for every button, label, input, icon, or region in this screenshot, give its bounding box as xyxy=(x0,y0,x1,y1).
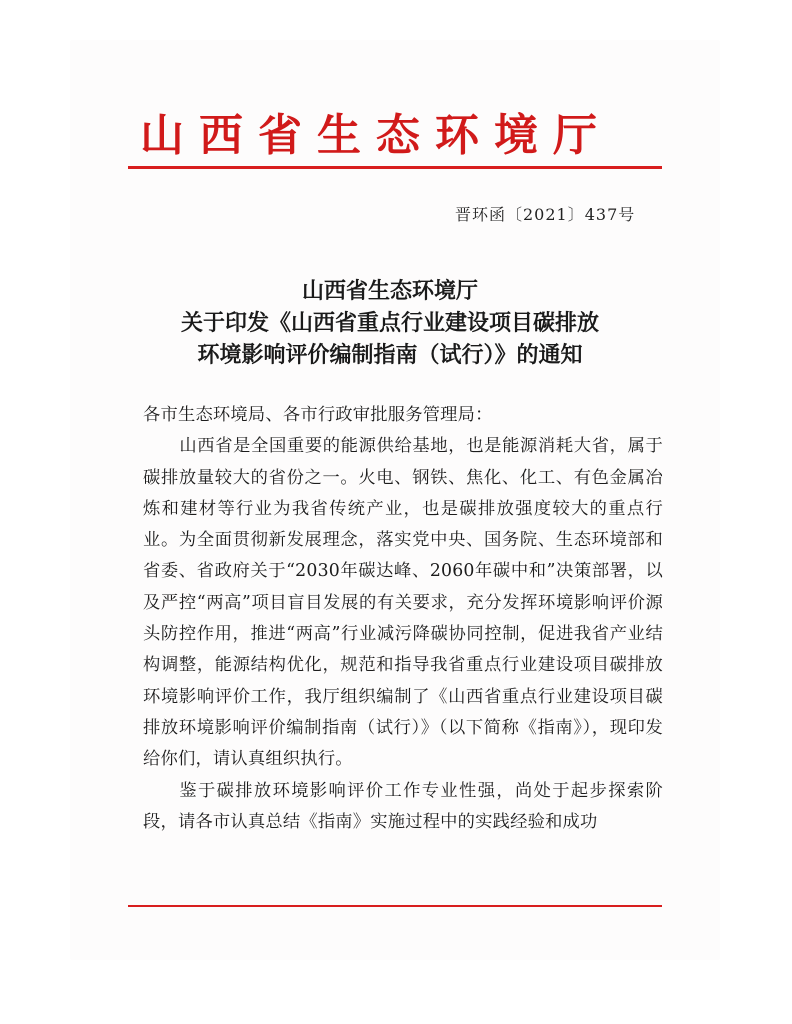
notice-title xyxy=(120,275,660,371)
footer-red-rule xyxy=(128,905,662,907)
title-line-2: 关于印发《山西省重点行业建设项目碳排放 xyxy=(180,310,599,336)
paragraph-2: 鉴于碳排放环境影响评价工作专业性强，尚处于起步探索阶段，请各市认真总结《指南》实施过程中的实践经验和成功 xyxy=(143,780,663,832)
title-line-1: 山西省生态环境厅 xyxy=(301,278,478,304)
notice-body xyxy=(143,400,663,838)
letterhead-org-name: 山西省生态环境厅 xyxy=(140,110,612,161)
paragraph-1: 山西省是全国重要的能源供给基地，也是能源消耗大省，属于碳排放量较大的省份之一。火电、钢铁、焦化、化工、有色金属冶炼和建材等行业为我省传统产业，也是碳排放强度较大的重点行业。为全面贯彻新发展理念，落实党中央、国务院、生态环境部和省委、省政府关于“2030年碳达峰、2060年碳中和”决策部署，以及严控“两高”项目盲目发展的有关要求，充分发挥环境影响评价源头防控作用，推进“两高”行业减污降碳协同控制，促进我省产业结构调整，能源结构优化，规范和指导我省重点行业建设项目碳排放环境影响评价工作，我厅组织编制了《山西省重点行业建设项目碳排放环境影响评价编制指南（试行）》（以下简称《指南》），现印发给你们，请认真组织执行。 xyxy=(143,436,663,770)
salutation: 各市生态环境局、各市行政审批服务管理局： xyxy=(143,405,493,425)
title-line-3: 环境影响评价编制指南（试行）》的通知 xyxy=(197,342,583,368)
letterhead-red-rule xyxy=(128,166,662,169)
document-number: 晋环函〔2021〕437号 xyxy=(455,205,636,224)
